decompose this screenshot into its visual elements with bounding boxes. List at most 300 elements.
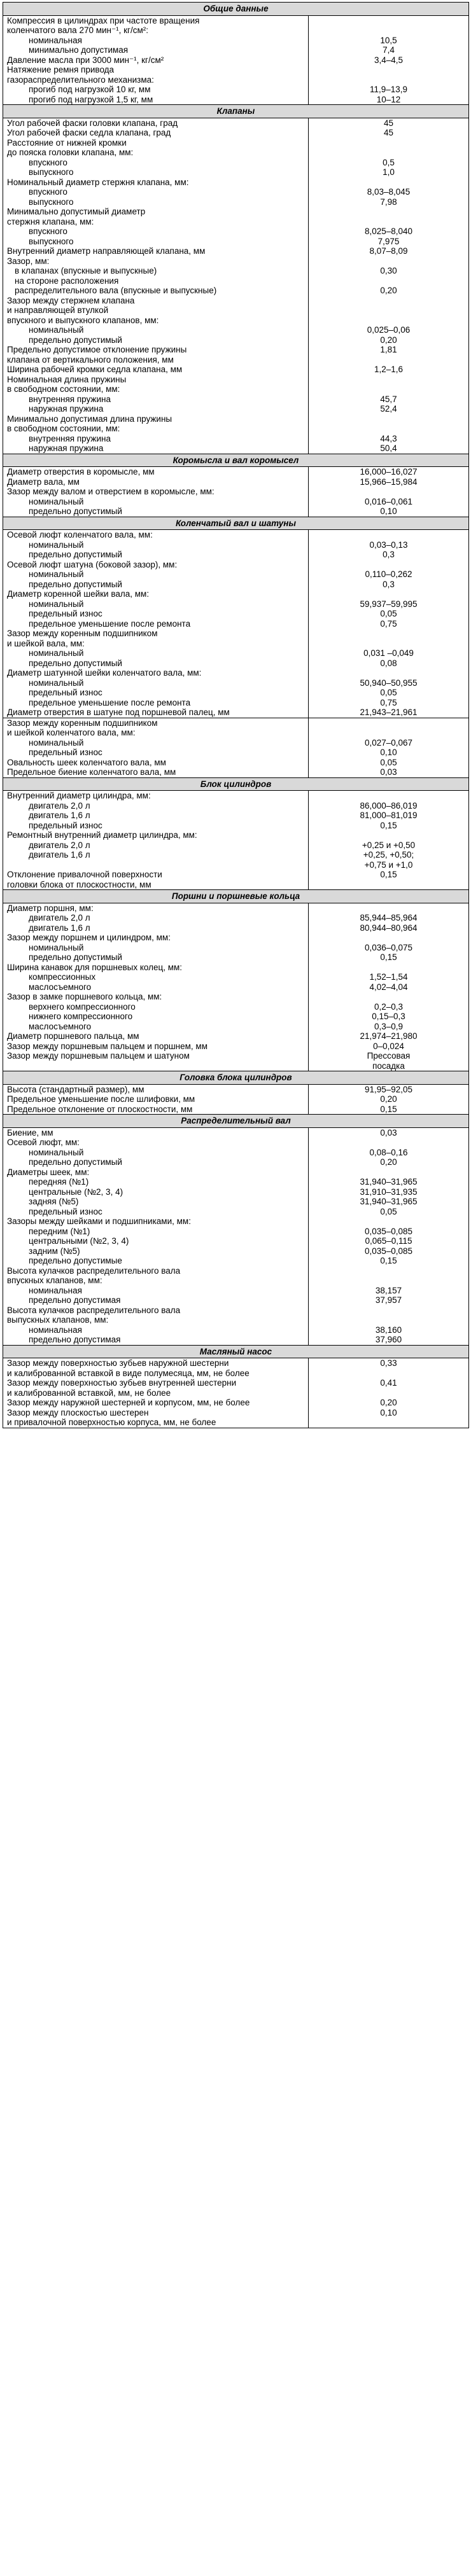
spec-value bbox=[309, 355, 469, 365]
spec-row bbox=[3, 609, 469, 619]
spec-row bbox=[3, 345, 469, 355]
spec-row bbox=[3, 972, 469, 982]
spec-parameter: номинальный bbox=[3, 1148, 309, 1158]
spec-row bbox=[3, 1104, 469, 1115]
spec-row bbox=[3, 95, 469, 105]
spec-value: 0,05 bbox=[309, 688, 469, 698]
spec-parameter: номинальная bbox=[3, 36, 309, 46]
spec-value: 0,30 bbox=[309, 266, 469, 276]
spec-parameter: Зазор между коренным подшипником bbox=[3, 629, 309, 639]
spec-value bbox=[309, 639, 469, 649]
spec-value bbox=[309, 316, 469, 326]
spec-value: 8,03–8,045 bbox=[309, 187, 469, 197]
spec-parameter: Предельное уменьшение после шлифовки, мм bbox=[3, 1094, 309, 1104]
spec-row bbox=[3, 870, 469, 880]
spec-parameter: Высота кулачков распределительного вала bbox=[3, 1266, 309, 1276]
spec-row bbox=[3, 821, 469, 831]
spec-row bbox=[3, 1148, 469, 1158]
spec-value: 0,3 bbox=[309, 550, 469, 560]
spec-parameter: предельно допустимый bbox=[3, 952, 309, 963]
spec-value: 0,110–0,262 bbox=[309, 569, 469, 580]
spec-row bbox=[3, 75, 469, 85]
spec-value: 0,15 bbox=[309, 1256, 469, 1266]
spec-value bbox=[309, 560, 469, 570]
spec-parameter: номинальная bbox=[3, 1325, 309, 1335]
spec-value: 80,944–80,964 bbox=[309, 923, 469, 933]
spec-row bbox=[3, 1216, 469, 1227]
spec-value bbox=[309, 1276, 469, 1286]
spec-parameter: наружная пружина bbox=[3, 404, 309, 414]
spec-parameter: двигатель 1,6 л bbox=[3, 923, 309, 933]
spec-value: 0,20 bbox=[309, 335, 469, 345]
spec-parameter: двигатель 2,0 л bbox=[3, 840, 309, 851]
spec-parameter: предельно допустимый bbox=[3, 1157, 309, 1167]
spec-parameter: номинальный bbox=[3, 599, 309, 609]
spec-parameter: предельное уменьшение после ремонта bbox=[3, 698, 309, 708]
spec-parameter: предельно допустимый bbox=[3, 335, 309, 345]
spec-row bbox=[3, 569, 469, 580]
spec-value: 45 bbox=[309, 118, 469, 128]
spec-value: 3,4–4,5 bbox=[309, 55, 469, 66]
spec-parameter: Минимально допустимый диаметр bbox=[3, 207, 309, 217]
section-title: Коленчатый вал и шатуны bbox=[3, 517, 469, 530]
spec-row bbox=[3, 394, 469, 405]
spec-parameter bbox=[3, 1061, 309, 1071]
spec-row bbox=[3, 1266, 469, 1276]
spec-row bbox=[3, 217, 469, 227]
spec-row bbox=[3, 758, 469, 768]
spec-parameter: Номинальный диаметр стержня клапана, мм: bbox=[3, 178, 309, 188]
spec-value bbox=[309, 933, 469, 943]
spec-value: 7,975 bbox=[309, 237, 469, 247]
spec-row bbox=[3, 158, 469, 168]
spec-value bbox=[309, 668, 469, 678]
spec-row bbox=[3, 384, 469, 394]
spec-value bbox=[309, 963, 469, 973]
spec-value: 0–0,024 bbox=[309, 1041, 469, 1052]
spec-value: 0,016–0,061 bbox=[309, 497, 469, 507]
spec-row bbox=[3, 148, 469, 158]
spec-value: 0,065–0,115 bbox=[309, 1236, 469, 1246]
spec-row bbox=[3, 1094, 469, 1104]
spec-parameter: двигатель 2,0 л bbox=[3, 913, 309, 923]
spec-parameter: выпускных клапанов, мм: bbox=[3, 1315, 309, 1325]
spec-row bbox=[3, 1012, 469, 1022]
spec-parameter: задняя (№5) bbox=[3, 1197, 309, 1207]
spec-row bbox=[3, 256, 469, 267]
spec-parameter: прогиб под нагрузкой 1,5 кг, мм bbox=[3, 95, 309, 105]
spec-value bbox=[309, 138, 469, 148]
spec-value bbox=[309, 880, 469, 890]
section-title: Блок цилиндров bbox=[3, 777, 469, 791]
spec-row bbox=[3, 434, 469, 444]
section-title: Поршни и поршневые кольца bbox=[3, 890, 469, 903]
spec-parameter: Предельное отклонение от плоскостности, мм bbox=[3, 1104, 309, 1115]
spec-value bbox=[309, 414, 469, 424]
spec-value: 50,4 bbox=[309, 443, 469, 454]
spec-row bbox=[3, 952, 469, 963]
spec-parameter: Диаметр шатунной шейки коленчатого вала, мм: bbox=[3, 668, 309, 678]
spec-value bbox=[309, 217, 469, 227]
spec-parameter: головки блока от плоскостности, мм bbox=[3, 880, 309, 890]
spec-value bbox=[309, 1167, 469, 1178]
spec-parameter: Расстояние от нижней кромки bbox=[3, 138, 309, 148]
spec-row bbox=[3, 1227, 469, 1237]
spec-parameter: и шейкой вала, мм: bbox=[3, 639, 309, 649]
spec-parameter: на стороне расположения bbox=[3, 276, 309, 286]
spec-value: 11,9–13,9 bbox=[309, 85, 469, 95]
spec-row bbox=[3, 540, 469, 550]
spec-value: 45,7 bbox=[309, 394, 469, 405]
spec-row bbox=[3, 629, 469, 639]
section-header bbox=[3, 3, 469, 16]
spec-row bbox=[3, 1051, 469, 1061]
spec-row bbox=[3, 286, 469, 296]
spec-value: 16,000–16,027 bbox=[309, 467, 469, 477]
spec-parameter: Зазор между стержнем клапана bbox=[3, 296, 309, 306]
spec-parameter: внутренняя пружина bbox=[3, 394, 309, 405]
spec-row bbox=[3, 550, 469, 560]
spec-value bbox=[309, 629, 469, 639]
spec-parameter: Диаметр коренной шейки вала, мм: bbox=[3, 589, 309, 599]
spec-value: 0,03 bbox=[309, 767, 469, 777]
spec-parameter: предельно допустимый bbox=[3, 550, 309, 560]
spec-row bbox=[3, 118, 469, 128]
spec-row bbox=[3, 45, 469, 55]
spec-value: 7,98 bbox=[309, 197, 469, 207]
spec-row bbox=[3, 1167, 469, 1178]
spec-row bbox=[3, 167, 469, 178]
spec-row bbox=[3, 65, 469, 75]
spec-value: 44,3 bbox=[309, 434, 469, 444]
spec-row bbox=[3, 1335, 469, 1345]
spec-value bbox=[309, 256, 469, 267]
spec-value: 0,036–0,075 bbox=[309, 943, 469, 953]
spec-parameter: передним (№1) bbox=[3, 1227, 309, 1237]
spec-value: 52,4 bbox=[309, 404, 469, 414]
spec-parameter: Зазор между поршневым пальцем и поршнем, мм bbox=[3, 1041, 309, 1052]
spec-parameter: номинальный bbox=[3, 943, 309, 953]
spec-value: 21,943–21,961 bbox=[309, 707, 469, 718]
spec-table bbox=[3, 2, 469, 1428]
spec-parameter: номинальный bbox=[3, 648, 309, 658]
spec-value bbox=[309, 718, 469, 728]
spec-row bbox=[3, 1256, 469, 1266]
spec-row bbox=[3, 55, 469, 66]
spec-parameter: задним (№5) bbox=[3, 1246, 309, 1257]
spec-row bbox=[3, 992, 469, 1002]
spec-row bbox=[3, 365, 469, 375]
section-header bbox=[3, 777, 469, 791]
spec-row bbox=[3, 1041, 469, 1052]
spec-row bbox=[3, 840, 469, 851]
spec-value: 0,2–0,3 bbox=[309, 1002, 469, 1012]
spec-parameter: наружная пружина bbox=[3, 443, 309, 454]
spec-parameter: Ширина рабочей кромки седла клапана, мм bbox=[3, 365, 309, 375]
spec-row bbox=[3, 1031, 469, 1041]
spec-parameter: Диаметры шеек, мм: bbox=[3, 1167, 309, 1178]
spec-value: 0,08–0,16 bbox=[309, 1148, 469, 1158]
spec-value: 31,940–31,965 bbox=[309, 1177, 469, 1187]
spec-row bbox=[3, 1417, 469, 1428]
spec-value: Прессовая bbox=[309, 1051, 469, 1061]
spec-value: 0,05 bbox=[309, 609, 469, 619]
spec-value: 38,160 bbox=[309, 1325, 469, 1335]
spec-row bbox=[3, 85, 469, 95]
spec-value: 0,03–0,13 bbox=[309, 540, 469, 550]
spec-parameter: Натяжение ремня привода bbox=[3, 65, 309, 75]
spec-value bbox=[309, 830, 469, 840]
spec-row bbox=[3, 580, 469, 590]
spec-row bbox=[3, 1177, 469, 1187]
spec-value: 0,15 bbox=[309, 870, 469, 880]
spec-value bbox=[309, 207, 469, 217]
spec-parameter: Минимально допустимая длина пружины bbox=[3, 414, 309, 424]
spec-value: 37,960 bbox=[309, 1335, 469, 1345]
spec-value: 0,41 bbox=[309, 1378, 469, 1388]
spec-value bbox=[309, 530, 469, 540]
spec-parameter: Зазор между коренным подшипником bbox=[3, 718, 309, 728]
spec-parameter: Высота кулачков распределительного вала bbox=[3, 1305, 309, 1316]
spec-parameter: маслосъемного bbox=[3, 982, 309, 992]
spec-parameter: впускного bbox=[3, 158, 309, 168]
spec-parameter: номинальный bbox=[3, 497, 309, 507]
spec-row bbox=[3, 414, 469, 424]
spec-row bbox=[3, 982, 469, 992]
spec-parameter: Зазор между поверхностью зубьев внутренней шестерни bbox=[3, 1378, 309, 1388]
section-title: Коромысла и вал коромысел bbox=[3, 454, 469, 467]
spec-value: 86,000–86,019 bbox=[309, 801, 469, 811]
spec-value: +0,75 и +1,0 bbox=[309, 860, 469, 870]
spec-row bbox=[3, 688, 469, 698]
spec-parameter: предельное уменьшение после ремонта bbox=[3, 619, 309, 629]
spec-row bbox=[3, 1398, 469, 1408]
spec-parameter: и привалочной поверхностью корпуса, мм, не более bbox=[3, 1417, 309, 1428]
spec-row bbox=[3, 355, 469, 365]
spec-row bbox=[3, 1246, 469, 1257]
spec-value: 21,974–21,980 bbox=[309, 1031, 469, 1041]
spec-parameter: прогиб под нагрузкой 10 кг, мм bbox=[3, 85, 309, 95]
spec-row bbox=[3, 767, 469, 777]
spec-value: 0,15 bbox=[309, 952, 469, 963]
spec-value: 1,52–1,54 bbox=[309, 972, 469, 982]
spec-value: 31,940–31,965 bbox=[309, 1197, 469, 1207]
spec-parameter: в свободном состоянии, мм: bbox=[3, 384, 309, 394]
spec-value: 0,20 bbox=[309, 1094, 469, 1104]
spec-value: 0,3 bbox=[309, 580, 469, 590]
spec-parameter: Номинальная длина пружины bbox=[3, 375, 309, 385]
spec-parameter: Внутренний диаметр направляющей клапана, мм bbox=[3, 246, 309, 256]
spec-row bbox=[3, 880, 469, 890]
spec-row bbox=[3, 738, 469, 748]
spec-value: 8,025–8,040 bbox=[309, 226, 469, 237]
spec-row bbox=[3, 1197, 469, 1207]
spec-parameter: центральные (№2, 3, 4) bbox=[3, 1187, 309, 1197]
spec-parameter: двигатель 2,0 л bbox=[3, 801, 309, 811]
spec-value: 31,910–31,935 bbox=[309, 1187, 469, 1197]
spec-row bbox=[3, 178, 469, 188]
spec-parameter: Биение, мм bbox=[3, 1127, 309, 1138]
spec-parameter: Диаметр поршня, мм: bbox=[3, 903, 309, 913]
spec-value: +0,25, +0,50; bbox=[309, 850, 469, 860]
spec-parameter: Давление масла при 3000 мин⁻¹, кг/см² bbox=[3, 55, 309, 66]
spec-value: 0,15 bbox=[309, 821, 469, 831]
spec-value bbox=[309, 1266, 469, 1276]
spec-row bbox=[3, 639, 469, 649]
spec-parameter: Предельное биение коленчатого вала, мм bbox=[3, 767, 309, 777]
spec-parameter: впускного bbox=[3, 226, 309, 237]
spec-row bbox=[3, 197, 469, 207]
section-header bbox=[3, 1115, 469, 1128]
spec-parameter: Ремонтный внутренний диаметр цилиндра, мм: bbox=[3, 830, 309, 840]
section-header bbox=[3, 1345, 469, 1358]
spec-value: 0,05 bbox=[309, 1207, 469, 1217]
spec-parameter: Зазор между валом и отверстием в коромысле, мм: bbox=[3, 487, 309, 497]
spec-row bbox=[3, 266, 469, 276]
spec-value bbox=[309, 75, 469, 85]
spec-parameter: предельный износ bbox=[3, 748, 309, 758]
spec-value: 0,027–0,067 bbox=[309, 738, 469, 748]
spec-parameter: Диаметр отверстия в шатуне под поршневой палец, мм bbox=[3, 707, 309, 718]
spec-row bbox=[3, 1084, 469, 1094]
section-header bbox=[3, 517, 469, 530]
spec-parameter: номинальный bbox=[3, 325, 309, 335]
spec-row bbox=[3, 648, 469, 658]
spec-parameter: Зазор, мм: bbox=[3, 256, 309, 267]
spec-value bbox=[309, 15, 469, 25]
spec-parameter: номинальная bbox=[3, 1286, 309, 1296]
spec-value bbox=[309, 276, 469, 286]
spec-parameter: Зазор между поршнем и цилиндром, мм: bbox=[3, 933, 309, 943]
spec-value: 0,15–0,3 bbox=[309, 1012, 469, 1022]
spec-value: 0,3–0,9 bbox=[309, 1022, 469, 1032]
spec-row bbox=[3, 325, 469, 335]
spec-value: 0,15 bbox=[309, 1104, 469, 1115]
spec-parameter: Зазор между поршневым пальцем и шатуном bbox=[3, 1051, 309, 1061]
spec-value: 0,08 bbox=[309, 658, 469, 669]
spec-value: 4,02–4,04 bbox=[309, 982, 469, 992]
spec-parameter: Компрессия в цилиндрах при частоте вращения bbox=[3, 15, 309, 25]
spec-parameter: клапана от вертикального положения, мм bbox=[3, 355, 309, 365]
spec-parameter: Угол рабочей фаски головки клапана, град bbox=[3, 118, 309, 128]
spec-value bbox=[309, 1138, 469, 1148]
spec-row bbox=[3, 718, 469, 728]
spec-row bbox=[3, 913, 469, 923]
spec-value bbox=[309, 384, 469, 394]
spec-parameter: внутренняя пружина bbox=[3, 434, 309, 444]
spec-row bbox=[3, 276, 469, 286]
spec-row bbox=[3, 830, 469, 840]
spec-parameter: Диаметр поршневого пальца, мм bbox=[3, 1031, 309, 1041]
spec-value bbox=[309, 65, 469, 75]
spec-row bbox=[3, 1276, 469, 1286]
spec-value: 0,10 bbox=[309, 506, 469, 517]
spec-row bbox=[3, 1325, 469, 1335]
spec-row bbox=[3, 1315, 469, 1325]
spec-row bbox=[3, 1061, 469, 1071]
spec-value: 1,2–1,6 bbox=[309, 365, 469, 375]
spec-row bbox=[3, 246, 469, 256]
section-header bbox=[3, 890, 469, 903]
spec-row bbox=[3, 1305, 469, 1316]
spec-value: 91,95–92,05 bbox=[309, 1084, 469, 1094]
spec-value bbox=[309, 903, 469, 913]
spec-row bbox=[3, 903, 469, 913]
spec-parameter: верхнего компрессионного bbox=[3, 1002, 309, 1012]
spec-row bbox=[3, 707, 469, 718]
spec-value: 0,031 –0,049 bbox=[309, 648, 469, 658]
spec-value: 1,0 bbox=[309, 167, 469, 178]
spec-parameter: Ширина канавок для поршневых колец, мм: bbox=[3, 963, 309, 973]
spec-parameter: маслосъемного bbox=[3, 1022, 309, 1032]
spec-parameter: Зазоры между шейками и подшипниками, мм: bbox=[3, 1216, 309, 1227]
spec-parameter: предельно допустимая bbox=[3, 1335, 309, 1345]
spec-parameter: Диаметр отверстия в коромысле, мм bbox=[3, 467, 309, 477]
spec-value: 38,157 bbox=[309, 1286, 469, 1296]
spec-value: 0,20 bbox=[309, 286, 469, 296]
spec-parameter: впускного bbox=[3, 187, 309, 197]
section-title: Масляный насос bbox=[3, 1345, 469, 1358]
spec-parameter: Зазор в замке поршневого кольца, мм: bbox=[3, 992, 309, 1002]
spec-row bbox=[3, 599, 469, 609]
spec-value: 85,944–85,964 bbox=[309, 913, 469, 923]
spec-value bbox=[309, 296, 469, 306]
spec-parameter bbox=[3, 860, 309, 870]
spec-row bbox=[3, 1138, 469, 1148]
spec-parameter: выпускного bbox=[3, 167, 309, 178]
spec-row bbox=[3, 1295, 469, 1305]
spec-value bbox=[309, 728, 469, 738]
spec-row bbox=[3, 1127, 469, 1138]
spec-parameter: стержня клапана, мм: bbox=[3, 217, 309, 227]
spec-row bbox=[3, 1378, 469, 1388]
spec-row bbox=[3, 187, 469, 197]
spec-value: 0,035–0,085 bbox=[309, 1227, 469, 1237]
spec-parameter: Зазор между поверхностью зубьев наружной шестерни bbox=[3, 1358, 309, 1368]
spec-value: 0,03 bbox=[309, 1127, 469, 1138]
spec-parameter: номинальный bbox=[3, 540, 309, 550]
spec-value: 0,025–0,06 bbox=[309, 325, 469, 335]
spec-parameter: и калиброванной вставкой в виде полумесяца, мм, не более bbox=[3, 1368, 309, 1379]
spec-row bbox=[3, 237, 469, 247]
spec-value: 0,20 bbox=[309, 1398, 469, 1408]
spec-parameter: предельный износ bbox=[3, 688, 309, 698]
spec-row bbox=[3, 487, 469, 497]
spec-row bbox=[3, 15, 469, 25]
spec-parameter: Внутренний диаметр цилиндра, мм: bbox=[3, 791, 309, 801]
spec-parameter: двигатель 1,6 л bbox=[3, 850, 309, 860]
spec-parameter: впускных клапанов, мм: bbox=[3, 1276, 309, 1286]
spec-parameter: Угол рабочей фаски седла клапана, град bbox=[3, 128, 309, 138]
spec-value: посадка bbox=[309, 1061, 469, 1071]
section-header bbox=[3, 454, 469, 467]
spec-parameter: центральными (№2, 3, 4) bbox=[3, 1236, 309, 1246]
spec-value bbox=[309, 1305, 469, 1316]
spec-value bbox=[309, 487, 469, 497]
spec-row bbox=[3, 1187, 469, 1197]
spec-value: 1,81 bbox=[309, 345, 469, 355]
spec-row bbox=[3, 36, 469, 46]
spec-row bbox=[3, 811, 469, 821]
spec-row bbox=[3, 923, 469, 933]
spec-value bbox=[309, 178, 469, 188]
spec-parameter: газораспределительного механизма: bbox=[3, 75, 309, 85]
spec-parameter: Зазор между наружной шестерней и корпусом, мм, не более bbox=[3, 1398, 309, 1408]
spec-table-body bbox=[3, 3, 469, 1428]
spec-value bbox=[309, 1368, 469, 1379]
spec-parameter: номинальный bbox=[3, 678, 309, 688]
spec-parameter: номинальный bbox=[3, 569, 309, 580]
